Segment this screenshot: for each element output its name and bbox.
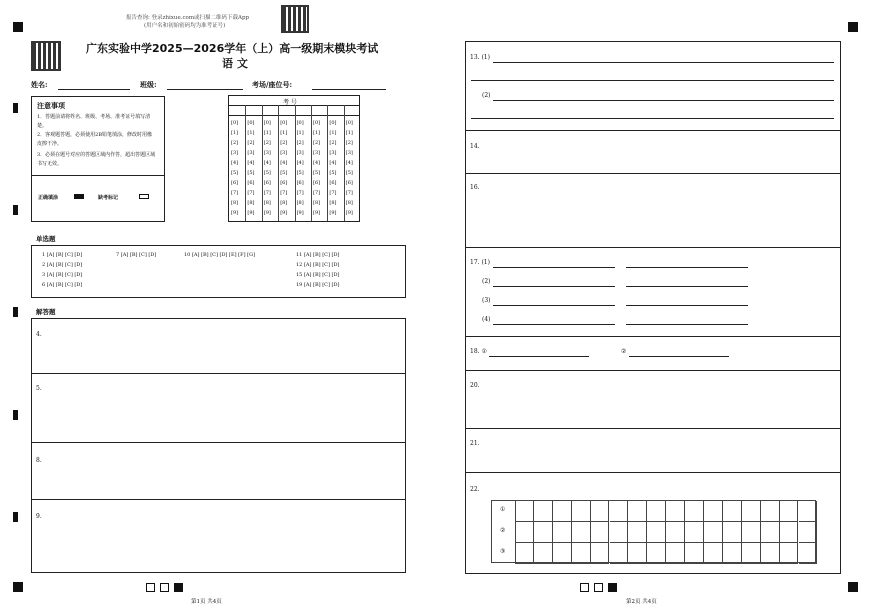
exam-digit-bubble[interactable]: [0] <box>263 120 271 126</box>
question-label: 9. <box>36 513 42 520</box>
writing-grid[interactable] <box>491 500 816 563</box>
notice-box <box>31 96 165 222</box>
exam-digit-bubble[interactable]: [0] <box>280 120 288 126</box>
writing-grid-cell[interactable] <box>704 522 723 543</box>
exam-digit-bubble[interactable]: [1] <box>329 130 337 136</box>
writing-grid-cell[interactable] <box>799 522 818 543</box>
question-label: 5. <box>36 385 42 392</box>
side-mark <box>13 410 18 420</box>
exam-digit-bubble[interactable]: [4] <box>231 160 239 166</box>
page-number: 第2页 共4页 <box>626 599 657 605</box>
exam-number-divider <box>311 105 312 221</box>
choice-row[interactable]: 2 [A] [B] [C] [D] <box>42 262 83 268</box>
missing-mark-checkbox[interactable] <box>139 194 149 199</box>
seat-field[interactable] <box>312 89 386 90</box>
writing-grid-cell[interactable] <box>666 543 685 564</box>
writing-grid-cell[interactable] <box>610 501 629 522</box>
writing-grid-cell[interactable] <box>704 543 723 564</box>
exam-digit-bubble[interactable]: [7] <box>280 190 288 196</box>
exam-number-divider <box>245 105 246 221</box>
corner-mark <box>848 22 858 32</box>
question-label: 4. <box>36 331 42 338</box>
exam-digit-bubble[interactable]: [3] <box>329 150 337 156</box>
writing-grid-cell[interactable] <box>572 522 591 543</box>
question-label: 20. <box>470 382 480 389</box>
exam-digit-bubble[interactable]: [0] <box>247 120 255 126</box>
answer-line[interactable] <box>493 305 615 306</box>
writing-grid-cell[interactable] <box>780 543 799 564</box>
writing-grid-cell[interactable] <box>515 522 534 543</box>
question-label: 17. (1) <box>470 259 490 266</box>
answer-line[interactable] <box>471 118 834 119</box>
exam-digit-bubble[interactable]: [8] <box>313 200 321 206</box>
exam-digit-bubble[interactable]: [3] <box>313 150 321 156</box>
question-label: (3) <box>482 297 491 304</box>
exam-digit-bubble[interactable]: [9] <box>231 210 239 216</box>
side-mark <box>13 307 18 317</box>
exam-digit-bubble[interactable]: [9] <box>247 210 255 216</box>
corner-mark <box>848 582 858 592</box>
question-label: ② <box>621 348 627 355</box>
question-label: 14. <box>470 143 480 150</box>
page-number: 第1页 共4页 <box>191 599 222 605</box>
exam-digit-bubble[interactable]: [7] <box>329 190 337 196</box>
exam-digit-bubble[interactable]: [2] <box>296 140 304 146</box>
writing-grid-cell[interactable] <box>704 501 723 522</box>
exam-digit-bubble[interactable]: [8] <box>329 200 337 206</box>
exam-number-divider <box>344 105 345 221</box>
exam-digit-bubble[interactable]: [7] <box>263 190 271 196</box>
exam-digit-bubble[interactable]: [0] <box>313 120 321 126</box>
answer-line[interactable] <box>626 267 748 268</box>
notice-title: 注意事项 <box>37 101 65 110</box>
answer-box <box>31 318 406 573</box>
exam-digit-bubble[interactable]: [1] <box>247 130 255 136</box>
exam-digit-bubble[interactable]: [8] <box>263 200 271 206</box>
exam-digit-bubble[interactable]: [1] <box>296 130 304 136</box>
exam-digit-bubble[interactable]: [9] <box>263 210 271 216</box>
exam-digit-bubble[interactable]: [8] <box>345 200 353 206</box>
corner-mark <box>13 582 23 592</box>
grid-row-label: ① <box>500 506 506 513</box>
writing-grid-cell[interactable] <box>780 522 799 543</box>
writing-grid-cell[interactable] <box>780 501 799 522</box>
grid-row-label: ③ <box>500 548 506 555</box>
answer-line[interactable] <box>471 80 834 81</box>
exam-digit-bubble[interactable]: [2] <box>313 140 321 146</box>
answer-line[interactable] <box>493 324 615 325</box>
exam-digit-bubble[interactable]: [0] <box>345 120 353 126</box>
exam-digit-bubble[interactable]: [5] <box>263 170 271 176</box>
writing-grid-cell[interactable] <box>761 543 780 564</box>
exam-digit-bubble[interactable]: [7] <box>247 190 255 196</box>
exam-number-grid <box>228 95 360 222</box>
exam-digit-bubble[interactable]: [4] <box>263 160 271 166</box>
answer-line[interactable] <box>626 324 748 325</box>
writing-grid-cell[interactable] <box>628 543 647 564</box>
writing-grid-cell[interactable] <box>666 522 685 543</box>
writing-grid-cell[interactable] <box>647 543 666 564</box>
choice-row[interactable]: 1 [A] [B] [C] [D] <box>42 252 83 258</box>
choice-row[interactable]: 7 [A] [B] [C] [D] <box>116 252 157 258</box>
footer-mark <box>594 583 603 592</box>
exam-digit-bubble[interactable]: [9] <box>345 210 353 216</box>
answer-line[interactable] <box>493 62 834 63</box>
corner-mark <box>13 22 23 32</box>
writing-grid-cell[interactable] <box>723 501 742 522</box>
writing-grid-cell[interactable] <box>647 501 666 522</box>
question-label: 8. <box>36 457 42 464</box>
writing-grid-cell[interactable] <box>685 522 704 543</box>
exam-digit-bubble[interactable]: [8] <box>296 200 304 206</box>
answer-line[interactable] <box>626 305 748 306</box>
writing-grid-cell[interactable] <box>534 501 553 522</box>
exam-digit-bubble[interactable]: [1] <box>345 130 353 136</box>
exam-digit-bubble[interactable]: [9] <box>313 210 321 216</box>
choice-row[interactable]: 15 [A] [B] [C] [D] <box>296 272 340 278</box>
exam-number-divider <box>327 105 328 221</box>
exam-digit-bubble[interactable]: [3] <box>231 150 239 156</box>
writing-grid-cell[interactable] <box>685 543 704 564</box>
exam-digit-bubble[interactable]: [6] <box>345 180 353 186</box>
writing-grid-cell[interactable] <box>799 501 818 522</box>
writing-grid-cell[interactable] <box>553 522 572 543</box>
exam-number-divider <box>278 105 279 221</box>
writing-grid-cell[interactable] <box>647 522 666 543</box>
exam-digit-bubble[interactable]: [0] <box>296 120 304 126</box>
exam-digit-bubble[interactable]: [5] <box>231 170 239 176</box>
footer-mark <box>160 583 169 592</box>
writing-grid-cell[interactable] <box>515 501 534 522</box>
writing-grid-cell[interactable] <box>572 543 591 564</box>
exam-number-title: 考 号 <box>283 99 297 106</box>
missing-mark-label: 缺考标记 <box>98 195 119 201</box>
exam-digit-bubble[interactable]: [6] <box>329 180 337 186</box>
side-mark <box>13 512 18 522</box>
notice-item: 3．必须在题号对应的答题区域内作答，超出答题区域书写无效。 <box>37 152 156 167</box>
choice-row[interactable]: 6 [A] [B] [C] [D] <box>42 282 83 288</box>
correct-fill-label: 正确填涂 <box>38 195 59 201</box>
exam-digit-bubble[interactable]: [0] <box>231 120 239 126</box>
exam-digit-bubble[interactable]: [4] <box>329 160 337 166</box>
writing-grid-cell[interactable] <box>742 501 761 522</box>
name-label: 姓名: <box>31 80 48 89</box>
subject-title: 语 文 <box>222 57 248 70</box>
question-label: 21. <box>470 440 480 447</box>
exam-digit-bubble[interactable]: [3] <box>247 150 255 156</box>
exam-digit-bubble[interactable]: [6] <box>263 180 271 186</box>
report-notice-sub: (用户名和初始密码均为准考证号) <box>144 23 226 29</box>
writing-grid-cell[interactable] <box>742 543 761 564</box>
writing-grid-cell[interactable] <box>534 522 553 543</box>
writing-grid-cell[interactable] <box>553 543 572 564</box>
answer-line[interactable] <box>489 356 589 357</box>
question-label: (2) <box>482 92 491 99</box>
choice-row[interactable]: 10 [A] [B] [C] [D] [E] [F] [G] <box>184 252 256 258</box>
writing-grid-cell[interactable] <box>534 543 553 564</box>
exam-digit-bubble[interactable]: [2] <box>345 140 353 146</box>
choice-row[interactable]: 12 [A] [B] [C] [D] <box>296 262 340 268</box>
writing-grid-cell[interactable] <box>591 501 610 522</box>
writing-grid-cell[interactable] <box>723 522 742 543</box>
exam-digit-bubble[interactable]: [4] <box>313 160 321 166</box>
footer-mark <box>174 583 183 592</box>
exam-digit-bubble[interactable]: [6] <box>231 180 239 186</box>
answer-title: 解答题 <box>36 308 56 316</box>
exam-digit-bubble[interactable]: [2] <box>329 140 337 146</box>
exam-digit-bubble[interactable]: [9] <box>296 210 304 216</box>
writing-grid-cell[interactable] <box>610 543 629 564</box>
exam-digit-bubble[interactable]: [1] <box>280 130 288 136</box>
writing-grid-cell[interactable] <box>553 501 572 522</box>
answer-line[interactable] <box>493 267 615 268</box>
writing-grid-cell[interactable] <box>591 543 610 564</box>
side-mark <box>13 103 18 113</box>
exam-digit-bubble[interactable]: [7] <box>231 190 239 196</box>
question-label: 22. <box>470 486 480 493</box>
exam-digit-bubble[interactable]: [2] <box>247 140 255 146</box>
writing-grid-divider <box>515 501 516 564</box>
choice-row[interactable]: 19 [A] [B] [C] [D] <box>296 282 340 288</box>
grid-row-label: ② <box>500 527 506 534</box>
exam-number-divider <box>295 105 296 221</box>
exam-digit-bubble[interactable]: [2] <box>280 140 288 146</box>
class-label: 班级: <box>140 80 157 89</box>
question-label: 18. ① <box>470 348 487 355</box>
exam-digit-bubble[interactable]: [3] <box>280 150 288 156</box>
writing-grid-cell[interactable] <box>685 501 704 522</box>
page-title: 广东实验中学2025—2026学年（上）高一级期末模块考试 <box>86 42 379 55</box>
exam-digit-bubble[interactable]: [4] <box>247 160 255 166</box>
exam-digit-bubble[interactable]: [1] <box>263 130 271 136</box>
writing-grid-cell[interactable] <box>761 501 780 522</box>
exam-digit-bubble[interactable]: [8] <box>247 200 255 206</box>
seat-label: 考场/座位号: <box>252 80 293 89</box>
exam-digit-bubble[interactable]: [3] <box>296 150 304 156</box>
correct-fill-sample <box>74 194 84 199</box>
question-label: 16. <box>470 184 480 191</box>
writing-grid-cell[interactable] <box>799 543 818 564</box>
exam-digit-bubble[interactable]: [7] <box>313 190 321 196</box>
writing-grid-cell[interactable] <box>723 543 742 564</box>
exam-digit-bubble[interactable]: [7] <box>345 190 353 196</box>
exam-digit-bubble[interactable]: [9] <box>280 210 288 216</box>
exam-digit-bubble[interactable]: [5] <box>280 170 288 176</box>
exam-number-divider <box>262 105 263 221</box>
name-field[interactable] <box>58 89 130 90</box>
exam-digit-bubble[interactable]: [6] <box>247 180 255 186</box>
exam-digit-bubble[interactable]: [2] <box>231 140 239 146</box>
answer-line[interactable] <box>493 286 615 287</box>
single-choice-title: 单选题 <box>36 235 56 243</box>
exam-digit-bubble[interactable]: [4] <box>296 160 304 166</box>
question-label: (4) <box>482 316 491 323</box>
exam-digit-bubble[interactable]: [5] <box>313 170 321 176</box>
writing-grid-cell[interactable] <box>761 522 780 543</box>
exam-digit-bubble[interactable]: [6] <box>280 180 288 186</box>
choice-row[interactable]: 11 [A] [B] [C] [D] <box>296 252 340 258</box>
writing-grid-cell[interactable] <box>742 522 761 543</box>
writing-grid-cell[interactable] <box>610 522 629 543</box>
writing-grid-cell[interactable] <box>628 501 647 522</box>
footer-mark <box>146 583 155 592</box>
writing-grid-cell[interactable] <box>515 543 534 564</box>
exam-digit-bubble[interactable]: [6] <box>296 180 304 186</box>
exam-digit-bubble[interactable]: [1] <box>313 130 321 136</box>
footer-mark <box>608 583 617 592</box>
answer-line[interactable] <box>629 356 729 357</box>
exam-digit-bubble[interactable]: [0] <box>329 120 337 126</box>
exam-digit-bubble[interactable]: [8] <box>280 200 288 206</box>
exam-digit-bubble[interactable]: [5] <box>329 170 337 176</box>
exam-digit-bubble[interactable]: [5] <box>296 170 304 176</box>
exam-digit-bubble[interactable]: [7] <box>296 190 304 196</box>
writing-grid-cell[interactable] <box>591 522 610 543</box>
exam-digit-bubble[interactable]: [5] <box>247 170 255 176</box>
qr-code-icon <box>31 41 61 71</box>
exam-digit-bubble[interactable]: [8] <box>231 200 239 206</box>
exam-digit-bubble[interactable]: [4] <box>280 160 288 166</box>
exam-digit-bubble[interactable]: [4] <box>345 160 353 166</box>
answer-sheet-page2 <box>465 41 841 574</box>
writing-grid-cell[interactable] <box>628 522 647 543</box>
answer-line[interactable] <box>493 100 834 101</box>
class-field[interactable] <box>167 89 243 90</box>
single-choice-box <box>31 245 406 298</box>
question-label: 13. (1) <box>470 54 490 61</box>
writing-grid-cell[interactable] <box>572 501 591 522</box>
footer-mark <box>580 583 589 592</box>
answer-line[interactable] <box>626 286 748 287</box>
side-mark <box>13 205 18 215</box>
report-notice: 报告查询: 登录zhixue.com或扫描二维码下载App <box>126 15 250 21</box>
choice-row[interactable]: 3 [A] [B] [C] [D] <box>42 272 83 278</box>
notice-item: 1．答题前请将姓名、班级、考场、准考证号填写清楚。 <box>37 114 151 129</box>
exam-digit-bubble[interactable]: [6] <box>313 180 321 186</box>
exam-digit-bubble[interactable]: [5] <box>345 170 353 176</box>
notice-item: 2．客观题答题，必须使用2B铅笔填涂，修改时用橡皮擦干净。 <box>37 132 153 147</box>
exam-digit-bubble[interactable]: [2] <box>263 140 271 146</box>
exam-digit-bubble[interactable]: [1] <box>231 130 239 136</box>
exam-digit-bubble[interactable]: [9] <box>329 210 337 216</box>
exam-digit-bubble[interactable]: [3] <box>263 150 271 156</box>
qr-code-icon <box>281 5 309 33</box>
question-label: (2) <box>482 278 491 285</box>
writing-grid-cell[interactable] <box>666 501 685 522</box>
exam-digit-bubble[interactable]: [3] <box>345 150 353 156</box>
